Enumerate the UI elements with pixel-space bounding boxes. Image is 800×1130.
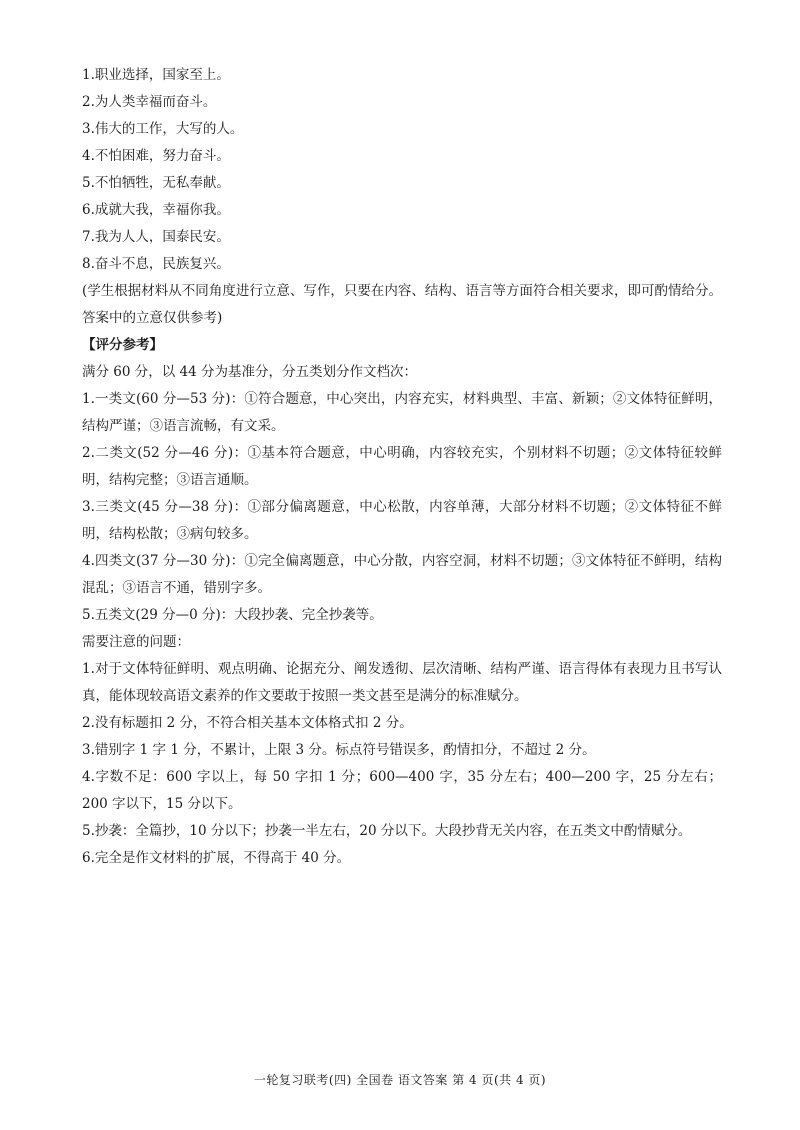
grading-level-2: 2.二类文(52 分—46 分)：①基本符合题意，中心明确，内容较充实，个别材料不切题；②文体特征较鲜明，结构完整；③语言通顺。 bbox=[82, 445, 722, 488]
note-item-3: 3.错别字 1 字 1 分，不累计，上限 3 分。标点符号错误多，酌情扣分，不超过 2 分。 bbox=[82, 742, 596, 758]
note-item-6: 6.完全是作文材料的扩展，不得高于 40 分。 bbox=[82, 850, 351, 866]
grading-intro: 满分 60 分，以 44 分为基准分，分五类划分作文档次： bbox=[82, 364, 418, 380]
page-footer: 一轮复习联考(四) 全国卷 语文答案 第 4 页(共 4 页) bbox=[253, 1073, 547, 1087]
idea-note: (学生根据材料从不同角度进行立意、写作，只要在内容、结构、语言等方面符合相关要求，即可酌情给分。答案中的立意仅供参考) bbox=[82, 283, 722, 326]
idea-item-2: 2.为人类幸福而奋斗。 bbox=[82, 94, 217, 110]
grading-level-4: 4.四类文(37 分—30 分)：①完全偏离题意，中心分散，内容空洞，材料不切题；③文体特征不鲜明，结构混乱；③语言不通，错别字多。 bbox=[82, 553, 722, 596]
notes-list bbox=[82, 656, 722, 872]
idea-item-4: 4.不怕困难，努力奋斗。 bbox=[82, 148, 230, 164]
idea-item-1: 1.职业选择，国家至上。 bbox=[82, 67, 230, 83]
note-item-2: 2.没有标题扣 2 分，不符合相关基本文体格式扣 2 分。 bbox=[82, 715, 413, 731]
grading-level-3: 3.三类文(45 分—38 分)：①部分偏离题意，中心松散，内容单薄，大部分材料不切题；②文体特征不鲜明，结构松散；③病句较多。 bbox=[82, 499, 722, 542]
idea-item-7: 7.我为人人，国泰民安。 bbox=[82, 229, 230, 245]
idea-list bbox=[82, 62, 722, 278]
idea-item-5: 5.不怕牺牲，无私奉献。 bbox=[82, 175, 230, 191]
grading-levels bbox=[82, 386, 722, 629]
grading-level-1: 1.一类文(60 分—53 分)：①符合题意，中心突出，内容充实，材料典型、丰富、新颖；②文体特征鲜明，结构严谨；③语言流畅，有文采。 bbox=[82, 391, 722, 434]
note-item-1: 1.对于文体特征鲜明、观点明确、论据充分、阐发透彻、层次清晰、结构严谨、语言得体有表现力且书写认真，能体现较高语文素养的作文要敢于按照一类文甚至是满分的标准赋分。 bbox=[82, 661, 722, 704]
grading-level-5: 5.五类文(29 分—0 分)：大段抄袭、完全抄袭等。 bbox=[82, 607, 383, 623]
idea-item-6: 6.成就大我，幸福你我。 bbox=[82, 202, 230, 218]
idea-item-3: 3.伟大的工作，大写的人。 bbox=[82, 121, 244, 137]
note-item-4: 4.字数不足：600 字以上，每 50 字扣 1 分；600—400 字，35 分左右；400—200 字，25 分左右；200 字以下，15 分以下。 bbox=[82, 769, 722, 812]
grading-heading: 【评分参考】 bbox=[82, 337, 163, 353]
note-item-5: 5.抄袭：全篇抄，10 分以下；抄袭一半左右，20 分以下。大段抄背无关内容，在五类文中酌情赋分。 bbox=[82, 823, 692, 839]
answer-content bbox=[82, 62, 722, 872]
idea-item-8: 8.奋斗不息，民族复兴。 bbox=[82, 256, 230, 272]
notes-heading: 需要注意的问题： bbox=[82, 634, 190, 650]
